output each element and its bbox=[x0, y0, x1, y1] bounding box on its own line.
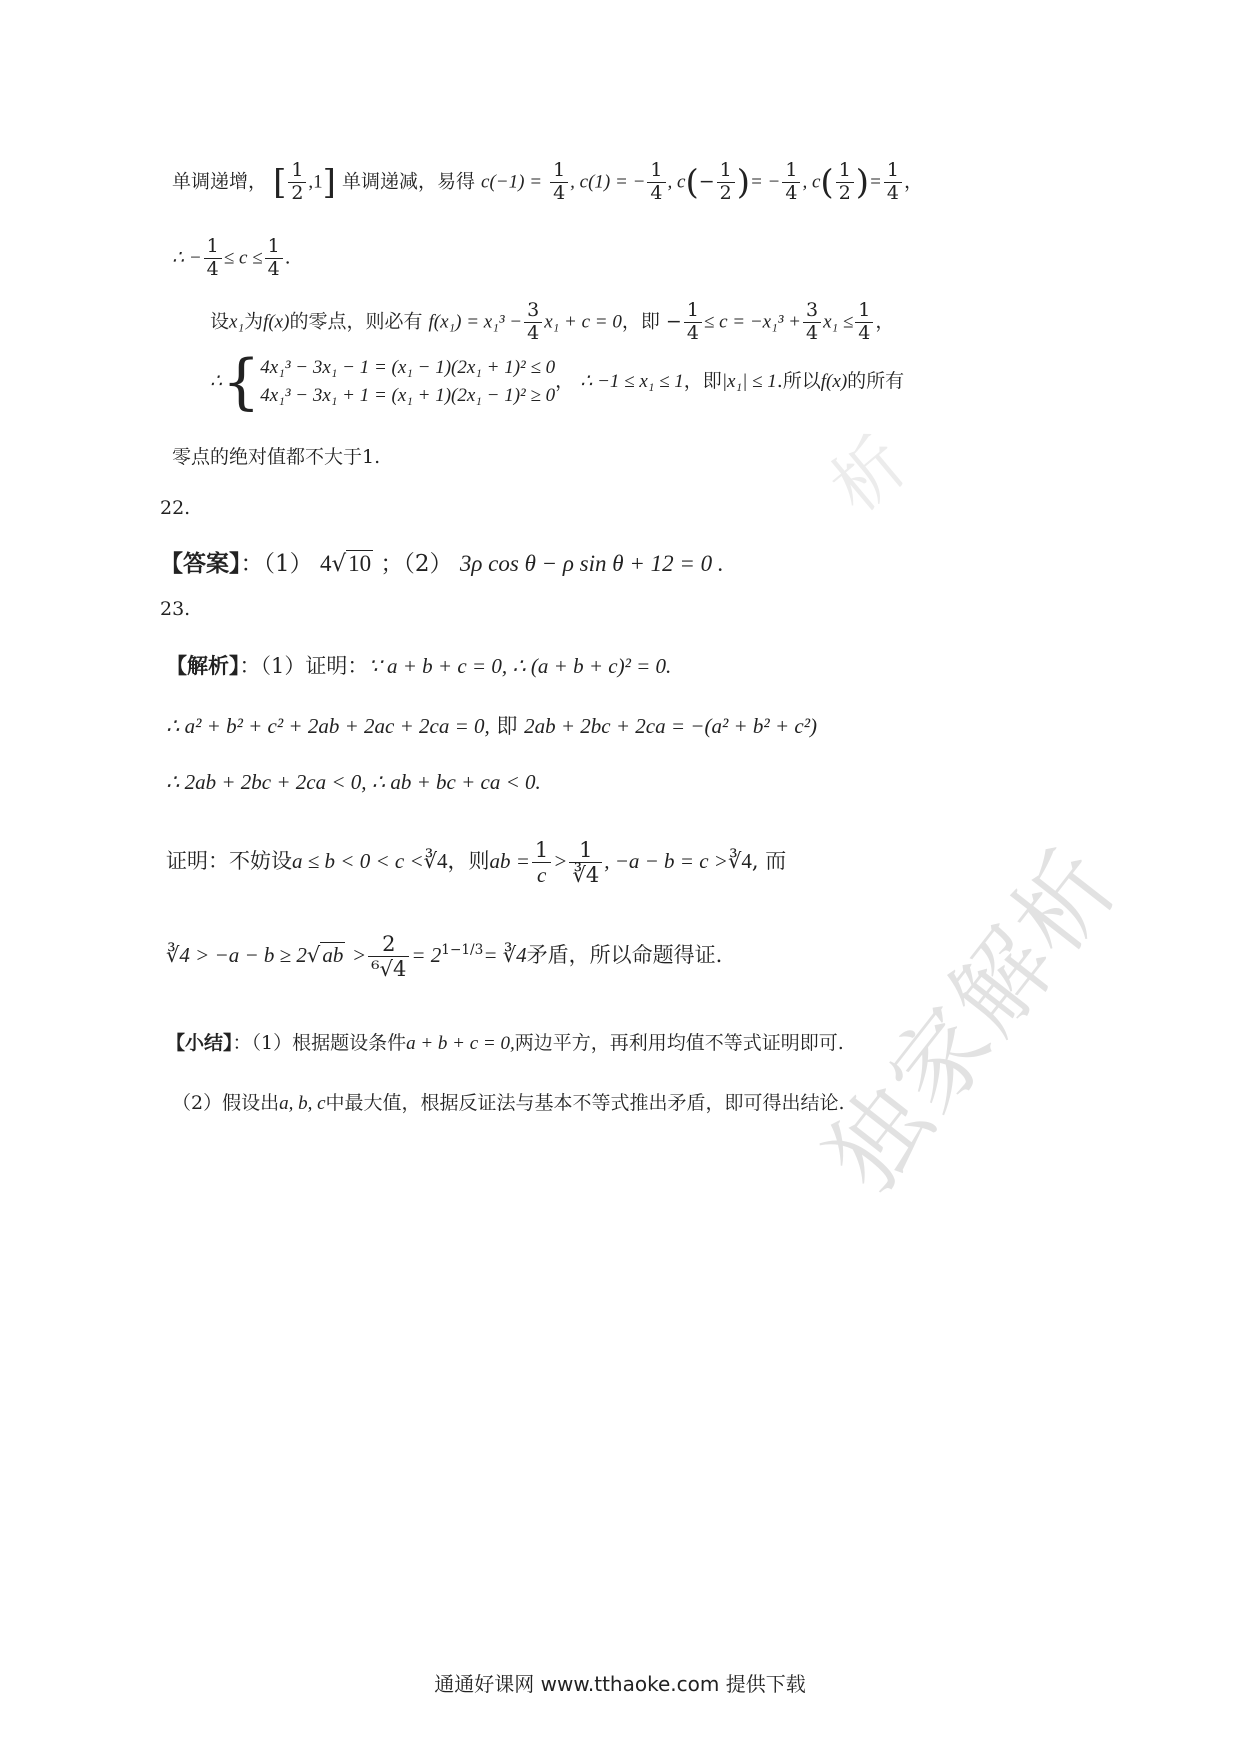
watermark-fragment: 析 bbox=[815, 420, 922, 529]
watermark: 独家解析 bbox=[805, 827, 1141, 1212]
analysis-line-2: ∴ a² + b² + c² + 2ab + 2ac + 2ca = 0, 即 2ab + 2bc + 2ca = −(a² + b² + c²) bbox=[166, 714, 817, 738]
fraction: $\frac{1}{2}$ bbox=[288, 160, 306, 205]
solution-line-3: 设x₁为f(x)的零点，则必有 f(x₁) = x₁³ − $\frac{3}{4}$ x₁ + c = 0，即 − $\frac{1}{4}$ ≤ c = −x₁³ + $\frac{3}{4}$ x₁ ≤ $\frac{1}{4}$ ， bbox=[210, 299, 895, 344]
question-number-22: 22. bbox=[160, 497, 191, 519]
analysis-line-1: 【解析】：（1）证明：∵ a + b + c = 0, ∴ (a + b + c)² = 0. bbox=[166, 653, 672, 678]
analysis-line-3: ∴ 2ab + 2bc + 2ca < 0, ∴ ab + bc + ca < 0. bbox=[166, 770, 541, 794]
solution-line-1: 单调递增， [ $\frac{1}{2}$ ,1] 单调递减，易得 c(−1) = $\frac{1}{4}$ , c(1) = − $\frac{1}{4}$ , c(− $\frac{1}{2}$ )= − $\frac{1}{4}$ , c( $\frac{1}{2}$ )= $\frac{1}{4}$ ， bbox=[172, 159, 923, 204]
answer-22: 【答案】：（1） 4√10 ；（2） 3ρ cos θ − ρ sin θ + 12 = 0 . bbox=[160, 550, 724, 577]
proof-line-1: 证明：不妨设a ≤ b < 0 < c <∛4，则ab = $\frac{1}{c}$ > $\frac{1}{∛4}$ , −a − b = c >∛4, 而 bbox=[166, 838, 787, 888]
solution-line-4-system: ∴{ 4x₁³ − 3x₁ − 1 = (x₁ − 1)(2x₁ + 1)² ≤ 0 4x₁³ − 3x₁ + 1 = (x₁ + 1)(2x₁ − 1)² ≥ 0 ， ∴ −1 ≤ x₁ ≤ 1，即|x₁| ≤ 1.所以f(x)的所有 bbox=[210, 347, 905, 417]
inequality-system: 4x₁³ − 3x₁ − 1 = (x₁ − 1)(2x₁ + 1)² ≤ 0 4x₁³ − 3x₁ + 1 = (x₁ + 1)(2x₁ − 1)² ≥ 0 bbox=[260, 356, 556, 406]
solution-line-2: ∴ − $\frac{1}{4}$ ≤ c ≤ $\frac{1}{4}$ . bbox=[172, 235, 291, 280]
solution-line-5: 零点的绝对值都不大于1. bbox=[172, 446, 381, 468]
question-number-23: 23. bbox=[160, 598, 191, 620]
proof-line-2: ∛4 > −a − b ≥ 2√ab > $\frac{2}{\text{⁶√4}}$ = $2^{1-1/3}=$ ∛4矛盾，所以命题得证. bbox=[166, 932, 723, 982]
page-footer: 通通好课网 www.tthaoke.com 提供下载 bbox=[434, 1672, 806, 1696]
summary-line-2: （2）假设出a, b, c中最大值，根据反证法与基本不等式推出矛盾，即可得出结论. bbox=[172, 1092, 845, 1114]
summary-line-1: 【小结】：（1）根据题设条件a + b + c = 0,两边平方，再利用均值不等式证明即可. bbox=[166, 1032, 844, 1054]
